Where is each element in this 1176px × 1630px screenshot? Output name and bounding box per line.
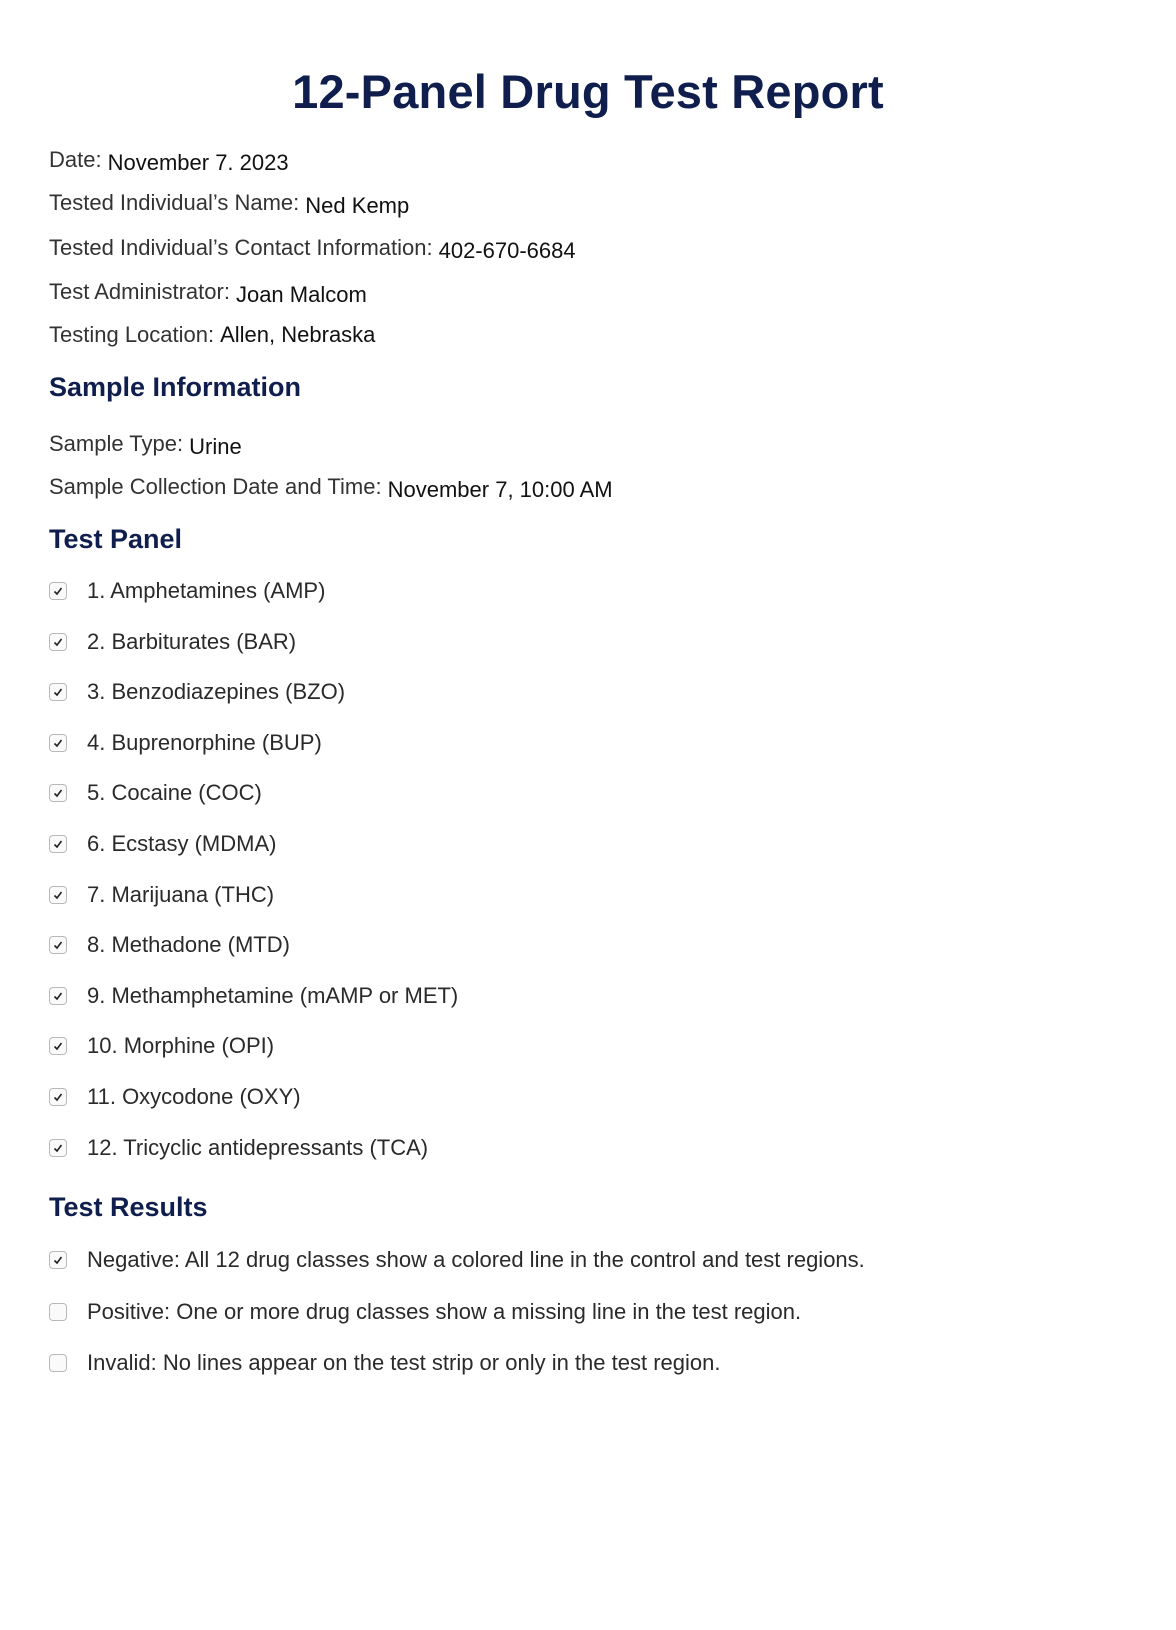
collection-label: Sample Collection Date and Time: <box>49 474 382 499</box>
date-label: Date: <box>49 147 102 172</box>
checkmark-icon <box>52 1040 64 1052</box>
checkmark-icon <box>52 1142 64 1154</box>
administrator-field <box>49 279 367 305</box>
panel-label: 9. Methamphetamine (mAMP or MET) <box>87 982 459 1008</box>
panel-checkbox[interactable] <box>49 936 67 954</box>
panel-checkbox[interactable] <box>49 1037 67 1055</box>
sample-type-value: Urine <box>189 434 242 459</box>
contact-value: 402-670-6684 <box>438 238 576 263</box>
panel-label: 2. Barbiturates (BAR) <box>87 628 297 654</box>
panel-label: 7. Marijuana (THC) <box>87 881 275 907</box>
checkmark-icon <box>52 1091 64 1103</box>
panel-label: 5. Cocaine (COC) <box>87 780 262 806</box>
panel-checkbox[interactable] <box>49 582 67 600</box>
checkmark-icon <box>52 838 64 850</box>
panel-label: 12. Tricyclic antidepressants (TCA) <box>87 1134 429 1160</box>
panel-checkbox[interactable] <box>49 633 67 651</box>
panel-heading: Test Panel <box>49 524 183 554</box>
name-label: Tested Individual’s Name: <box>49 190 300 215</box>
checkmark-icon <box>52 636 64 648</box>
sample-type-label: Sample Type: <box>49 431 184 456</box>
panel-label: 11. Oxycodone (OXY) <box>87 1084 301 1109</box>
checkmark-icon <box>52 737 64 749</box>
panel-checkbox[interactable] <box>49 1088 67 1106</box>
checkmark-icon <box>52 939 64 951</box>
panel-checkbox[interactable] <box>49 784 67 802</box>
panel-label: 8. Methadone (MTD) <box>87 932 290 958</box>
panel-checkbox[interactable] <box>49 987 67 1005</box>
contact-label: Tested Individual’s Contact Information: <box>49 235 433 260</box>
administrator-label: Test Administrator: <box>49 279 230 304</box>
sample-heading: Sample Information <box>49 372 302 402</box>
collection-field <box>49 474 613 500</box>
result-label: Positive: One or more drug classes show a missing line in the test region. <box>87 1298 802 1324</box>
result-checkbox[interactable] <box>49 1251 67 1269</box>
date-value: November 7. 2023 <box>107 150 289 175</box>
location-field <box>49 322 375 348</box>
checkmark-icon <box>52 889 64 901</box>
result-label: Invalid: No lines appear on the test strip or only in the test region. <box>87 1350 721 1375</box>
name-field <box>49 190 409 216</box>
results-heading: Test Results <box>49 1192 208 1222</box>
checkmark-icon <box>52 686 64 698</box>
panel-checkbox[interactable] <box>49 835 67 853</box>
checkmark-icon <box>52 787 64 799</box>
panel-label: 1. Amphetamines (AMP) <box>87 578 326 603</box>
panel-checkbox[interactable] <box>49 683 67 701</box>
panel-label: 10. Morphine (OPI) <box>87 1033 275 1059</box>
result-checkbox[interactable] <box>49 1354 67 1372</box>
page-title: 12-Panel Drug Test Report <box>292 65 884 118</box>
location-value: Allen, Nebraska <box>220 322 376 347</box>
panel-label: 4. Buprenorphine (BUP) <box>87 729 322 755</box>
location-label: Testing Location: <box>49 322 215 347</box>
checkmark-icon <box>52 1254 64 1266</box>
contact-field <box>49 235 576 261</box>
name-value: Ned Kemp <box>305 193 410 218</box>
checkmark-icon <box>52 990 64 1002</box>
administrator-value: Joan Malcom <box>235 282 367 307</box>
result-label: Negative: All 12 drug classes show a colored line in the control and test regions. <box>87 1247 865 1272</box>
panel-checkbox[interactable] <box>49 1139 67 1157</box>
panel-label: 3. Benzodiazepines (BZO) <box>87 679 346 705</box>
collection-value: November 7, 10:00 AM <box>387 477 613 502</box>
panel-label: 6. Ecstasy (MDMA) <box>87 831 277 856</box>
panel-checkbox[interactable] <box>49 886 67 904</box>
result-checkbox[interactable] <box>49 1303 67 1321</box>
sample-type-field <box>49 431 242 457</box>
checkmark-icon <box>52 585 64 597</box>
panel-checkbox[interactable] <box>49 734 67 752</box>
date-field <box>49 147 289 173</box>
